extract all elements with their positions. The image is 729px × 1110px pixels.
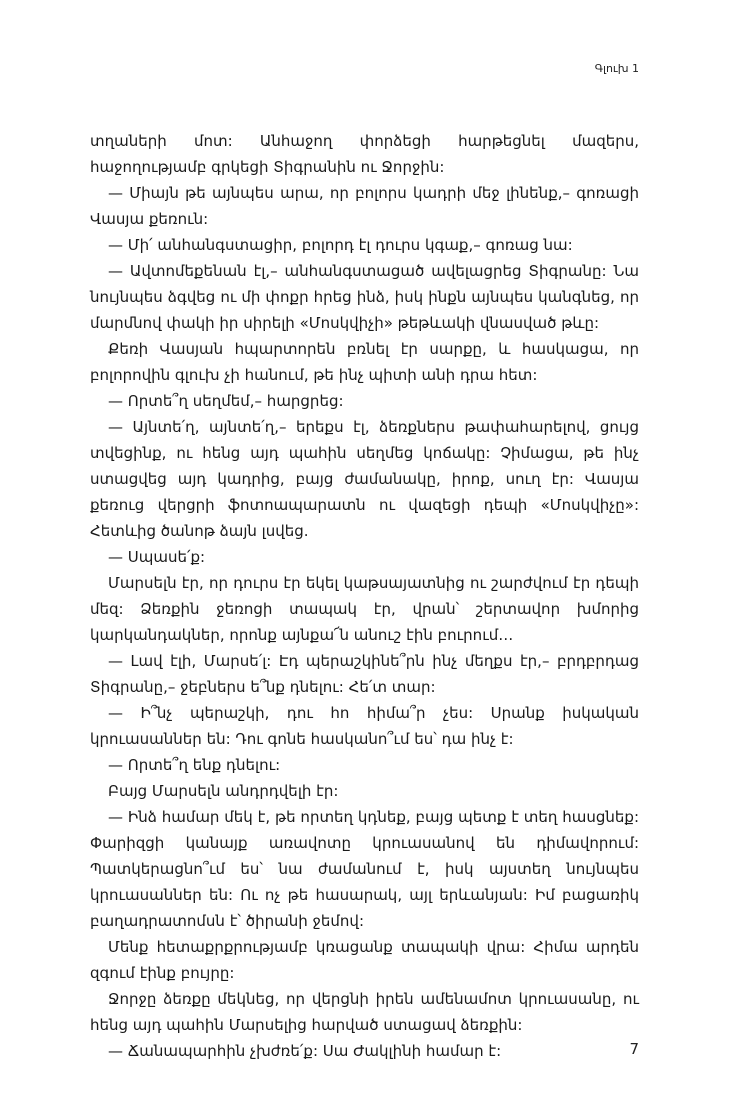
paragraph: տղաների մոտ: Անհաջող փորձեցի հարթեցնել մազերս, հաջողությամբ գրկեցի Տիգրանին ու Ջորջին: (90, 132, 639, 176)
paragraph: — Սպասե՛ք: (108, 548, 206, 566)
paragraph: — Ճանապարհին չխժռե՛ք: Սա Ժակլինի համար է: (108, 1042, 502, 1060)
paragraph: Քեռի Վասյան հպարտորեն բռնել էր սարքը, և հասկացա, որ բոլորովին գլուխ չի հանում, թե ինչ պիտի անի դրա հետ: (90, 340, 639, 384)
paragraph: Մարսելն էր, որ դուրս էր եկել կաթսայատնից ու շարժվում էր դեպի մեզ: Ձեռքին ջեռոցի տապակ էր, վրան՝ շերտավոր խմորից կարկանդակներ, որոնք այնքա՜ն անուշ էին բուրում… (90, 574, 639, 644)
paragraph: — Ի՞նչ պերաշկի, դու հո հիմա՞ր չես: Սրանք իսկական կրուասաններ են: Դու գոնե հասկանո՞ւմ ես՝ դա ինչ է: (90, 704, 639, 748)
paragraph: — Լավ էլի, Մարսե՛լ: Էդ պերաշկինե՞րն ինչ մեղքս էր,– բրդբրդաց Տիգրանը,– ջեբներս ե՞նք դնելու: Հե՛տ տար: (90, 652, 639, 696)
running-head: Գլուխ 1 (594, 62, 639, 75)
paragraph: — Ավտոմեքենան էլ,– անհանգստացած ավելացրեց Տիգրանը: Նա նույնպես ձգվեց ու մի փոքր հրեց ինձ, իսկ ինքն այնպես կանգնեց, որ մարմնով փակի իր սիրելի «Մոսկվիչի» թեթևակի վնասված թևը: (90, 262, 639, 332)
paragraph: Բայց Մարսելն անդրդվելի էր: (108, 782, 339, 800)
paragraph: — Մի՛ անհանգստացիր, բոլորդ էլ դուրս կգաք,– գոռաց նա: (108, 236, 573, 254)
paragraph: — Ինձ համար մեկ է, թե որտեղ կդնեք, բայց պետք է տեղ հասցնեք: Փարիզցի կանայք առավոտը կրուասանով են դիմավորում: Պատկերացնո՞ւմ ես՝ նա ժամանում է, իսկ այստեղ նույնպես կրուասաններ են: Ու ոչ թե հասարակ, այլ երևանյան: Իմ բացառիկ բաղադրատոմսն է՝ ծիրանի ջեմով: (90, 808, 639, 930)
body-text (90, 128, 639, 1064)
paragraph: — Միայն թե այնպես արա, որ բոլորս կադրի մեջ լինենք,– գոռացի Վասյա քեռուն: (90, 184, 639, 228)
paragraph: — Այնտե՛ղ, այնտե՛ղ,– երեքս էլ, ձեռքներս թափահարելով, ցույց տվեցինք, ու հենց այդ պահին սեղմեց կոճակը: Չիմացա, թե ինչ ստացվեց այդ կադրից, բայց ժամանակը, իրոք, սուղ էր: Վասյա քեռուց վերցրի ֆոտոապարատն ու վազեցի դեպի «Մոսկվիչը»: Հետևից ծանոթ ձայն լսվեց. (90, 418, 639, 540)
page-number: 7 (629, 1040, 639, 1058)
paragraph: — Որտե՞ղ սեղմեմ,– հարցրեց: (108, 392, 344, 410)
paragraph: Մենք հետաքրքրությամբ կռացանք տապակի վրա: Հիմա արդեն զգում էինք բույրը: (90, 938, 639, 982)
paragraph: — Որտե՞ղ ենք դնելու: (108, 756, 281, 774)
paragraph: Ջորջը ձեռքը մեկնեց, որ վերցնի իրեն ամենամոտ կրուասանը, ու հենց այդ պահին Մարսելից հարված ստացավ ձեռքին: (90, 990, 639, 1034)
